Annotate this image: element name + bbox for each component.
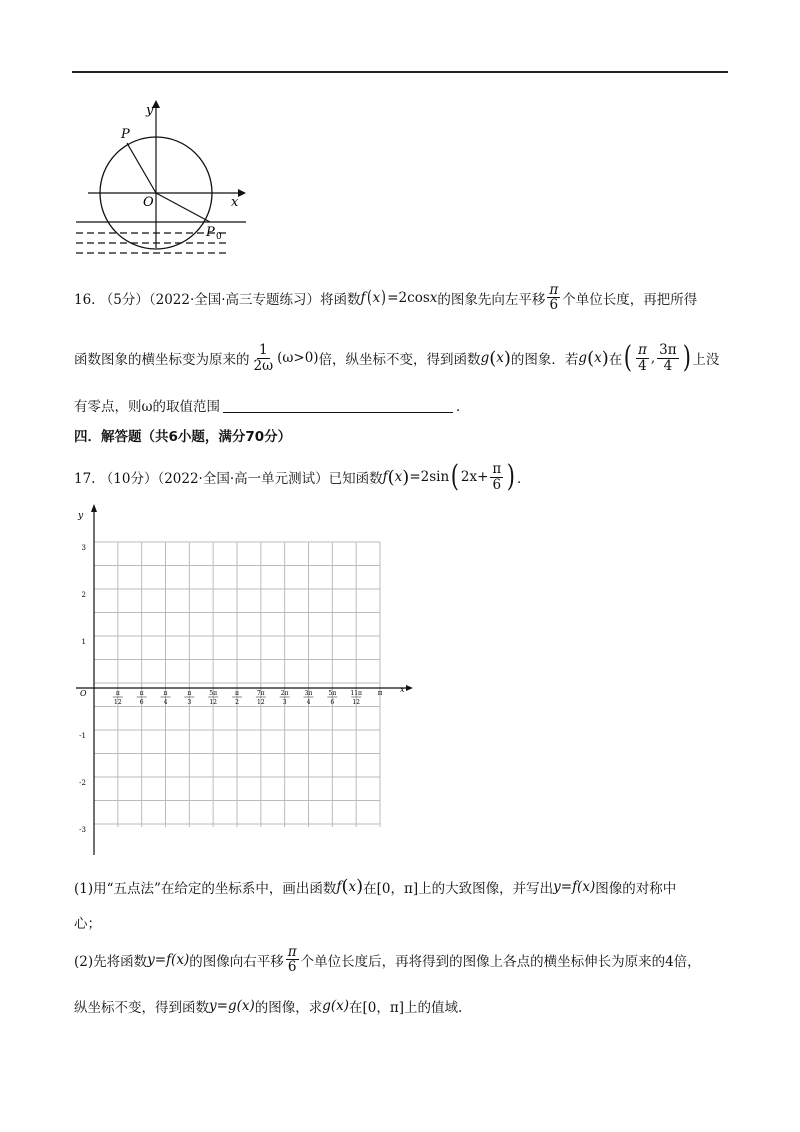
header-rule bbox=[72, 71, 728, 73]
q16-line2-prefix: 函数图象的横坐标变为原来的 bbox=[74, 352, 250, 368]
grid-y-tick-label: -3 bbox=[79, 826, 86, 834]
grid-x-tick-label: π bbox=[377, 689, 383, 697]
q16-line3-suffix: ． bbox=[456, 399, 470, 415]
q16-g2: g bbox=[578, 350, 588, 366]
y-label: y bbox=[146, 103, 154, 118]
part2-interval: [0，π] bbox=[362, 1000, 405, 1016]
q16-omega-cond: (ω>0) bbox=[277, 350, 319, 366]
grid-lines bbox=[94, 542, 380, 827]
grid-y-tick-label: 3 bbox=[81, 544, 86, 552]
q16-in-word: 在 bbox=[608, 352, 623, 368]
q16-line1: 16. （5分）（2022·全国·高三专题练习）将函数 f ( x ) =2cos x 的图象先向左平移 $\frac{\pi}{6}$ 个单位长度，再把所得 bbox=[74, 282, 698, 314]
q16-line2-mid: 倍，纵坐标不变，得到函数 bbox=[318, 352, 481, 368]
part2-line2 bbox=[74, 996, 462, 1016]
grid-y-tick-label: 2 bbox=[81, 591, 86, 599]
grid-x-tick-den: 12 bbox=[352, 699, 360, 706]
q17-rhs: =2sin bbox=[409, 469, 450, 485]
q16-int-b: $\frac{3\pi}{4}$ bbox=[659, 342, 677, 374]
part2-c: 个单位长度后，再将得到的图像上各点的横坐标伸长为原来的4倍， bbox=[300, 953, 701, 970]
q16-line2-mid2: 的图象．若 bbox=[510, 352, 579, 368]
radius-op0 bbox=[156, 193, 210, 222]
q17-end: ． bbox=[517, 471, 531, 487]
part2-line2c: 在 bbox=[349, 1000, 363, 1016]
point-p0-subscript: 0 bbox=[216, 232, 222, 242]
origin-label: O bbox=[143, 195, 154, 210]
grid-x-tick-den: 3 bbox=[187, 699, 192, 706]
grid-x-tick-num: 7π bbox=[256, 690, 265, 697]
grid-x-tick-num: π bbox=[163, 690, 168, 697]
part2-gx: g(x) bbox=[322, 998, 350, 1014]
grid-x-tick-num: π bbox=[187, 690, 192, 697]
grid-y-tick-label: 1 bbox=[81, 638, 86, 646]
q17-f: f bbox=[382, 469, 388, 485]
q16-line3-prefix: 有零点，则ω的取值范围 bbox=[74, 399, 221, 415]
grid-origin-label: O bbox=[80, 689, 87, 698]
grid-y-arrow bbox=[91, 504, 97, 512]
q16-prefix: 16. （5分）（2022·全国·高三专题练习）将函数 bbox=[74, 291, 361, 308]
radius-op bbox=[127, 143, 156, 193]
grid-x-tick-den: 12 bbox=[114, 699, 122, 706]
part2-line2a: 纵坐标不变，得到函数 bbox=[74, 1000, 209, 1016]
q16-g: g bbox=[480, 350, 490, 366]
grid-x-tick-den: 6 bbox=[139, 699, 144, 706]
grid-x-tick-num: π bbox=[139, 690, 144, 697]
part1-interval: [0，π] bbox=[376, 880, 419, 897]
part1-yfx: y=f(x) bbox=[553, 878, 596, 895]
part1-c: 上的大致图像，并写出 bbox=[418, 880, 554, 897]
part2-a: (2)先将函数 bbox=[74, 953, 148, 970]
q16-line2: 函数图象的横坐标变为原来的 $\frac{1}{2\omega}$ (ω>0) 倍，纵坐标不变，得到函数 g ( x ) 的图象．若 g ( x ) 在 ( $\frac{\pi}{4}$ , $\frac{3\pi}{4}$ ) 上没 bbox=[74, 340, 720, 375]
section-heading: 四．解答题（共6小题，满分70分） bbox=[74, 429, 292, 445]
part2-ygx: y=g(x) bbox=[209, 998, 255, 1014]
part2-b: 的图像向右平移 bbox=[189, 953, 284, 970]
q17-prefix: 17. （10分）（2022·全国·高一单元测试）已知函数 bbox=[74, 471, 383, 487]
grid-x-tick-den: 3 bbox=[282, 699, 287, 706]
grid-x-tick-num: 2π bbox=[280, 690, 289, 697]
q16-eq: =2cos bbox=[387, 289, 430, 306]
q16-scale-frac: $\frac{1}{2\omega}$ bbox=[253, 342, 274, 374]
part2-line2d: 上的值域. bbox=[404, 1000, 463, 1016]
point-p0-label: P bbox=[206, 225, 215, 240]
q16-answer-blank[interactable] bbox=[223, 398, 453, 413]
grid-x-tick-den: 12 bbox=[209, 699, 217, 706]
q16-x: x bbox=[372, 289, 381, 306]
grid-x-tick-den: 6 bbox=[330, 699, 335, 706]
part1-line2 bbox=[74, 912, 101, 932]
q16-gx-x2: x bbox=[594, 350, 602, 366]
q16-f: f bbox=[360, 289, 366, 306]
q17-line: 17. （10分）（2022·全国·高一单元测试）已知函数 f ( x ) =2sin ( 2x+ $\frac{\pi}{6}$ ) ． bbox=[74, 459, 531, 494]
part2-yfx: y=f(x) bbox=[147, 951, 190, 968]
q17-x: x bbox=[394, 469, 403, 485]
part1-e: 图像的对称中 bbox=[595, 880, 677, 897]
point-p-label: P bbox=[121, 127, 130, 142]
part1-x: x bbox=[348, 878, 357, 895]
q16-x2: x bbox=[429, 289, 438, 306]
grid-y-tick-label: -1 bbox=[79, 732, 86, 740]
grid-y-label: y bbox=[78, 511, 84, 521]
grid-axes bbox=[76, 504, 413, 855]
part1-line1: (1)用“五点法”在给定的坐标系中，画出函数 f ( x ) 在 [0，π] 上的大致图像，并写出 y=f(x) 图像的对称中 bbox=[74, 876, 677, 897]
grid-x-tick-num: 3π bbox=[304, 690, 313, 697]
part2-frac: $\frac{\pi}{6}$ bbox=[287, 944, 297, 976]
x-label: x bbox=[231, 195, 239, 210]
q16-int-a: $\frac{\pi}{4}$ bbox=[637, 342, 647, 374]
part1-b: 在 bbox=[363, 880, 377, 897]
part1-line2-text: 心； bbox=[74, 916, 101, 932]
grid-x-tick-num: π bbox=[115, 690, 120, 697]
q17-frac: $\frac{\pi}{6}$ bbox=[492, 461, 502, 493]
grid-x-tick-num: π bbox=[235, 690, 239, 697]
q16-gx-x: x bbox=[496, 350, 504, 366]
grid-x-tick-den: 2 bbox=[235, 699, 239, 706]
x-axis-arrow bbox=[238, 189, 246, 197]
grid-x-tick-num: 5π bbox=[209, 690, 218, 697]
q16-shift-frac: $\frac{\pi}{6}$ bbox=[549, 282, 559, 314]
q16-line3 bbox=[74, 395, 470, 415]
unit-circle-figure bbox=[70, 98, 260, 263]
part2-line2b: 的图像，求 bbox=[254, 1000, 323, 1016]
grid-x-tick-den: 12 bbox=[257, 699, 265, 706]
grid-x-arrow bbox=[406, 685, 413, 691]
grid-x-tick-den: 4 bbox=[163, 699, 168, 706]
q16-line1-suffix: 个单位长度，再把所得 bbox=[562, 291, 698, 308]
q16-line2-suffix: 上没 bbox=[692, 352, 720, 368]
part1-a: (1)用“五点法”在给定的坐标系中，画出函数 bbox=[74, 880, 337, 897]
q16-after-func: 的图象先向左平移 bbox=[437, 291, 546, 308]
q17-inner: 2x+ bbox=[460, 469, 489, 485]
grid-x-label: x bbox=[400, 685, 405, 694]
coordinate-grid bbox=[70, 500, 430, 860]
grid-y-tick-label: -2 bbox=[79, 779, 86, 787]
grid-x-tick-den: 4 bbox=[306, 699, 311, 706]
part1-f: f bbox=[336, 878, 342, 895]
grid-x-tick-num: 11π bbox=[350, 690, 362, 697]
part2-line1 bbox=[74, 945, 701, 974]
grid-x-tick-num: 5π bbox=[328, 690, 337, 697]
